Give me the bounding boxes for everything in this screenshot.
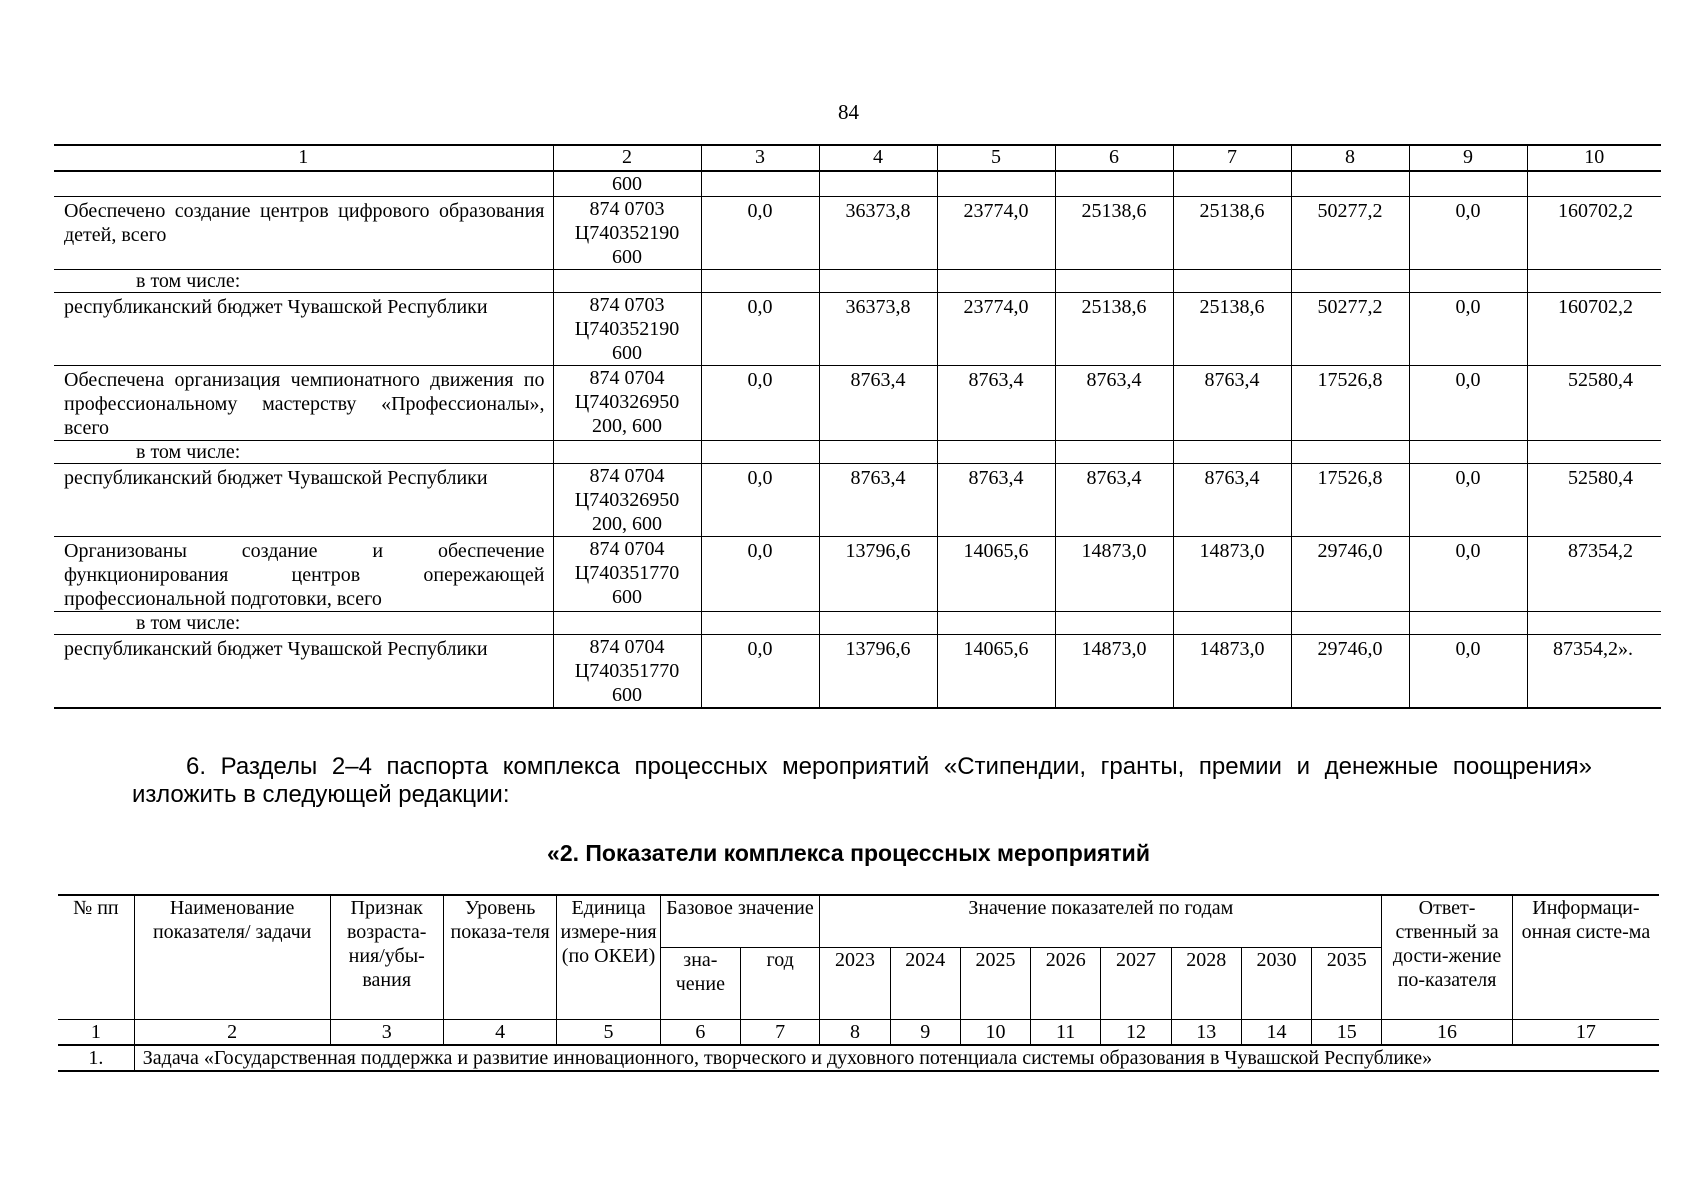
column-number: 9 — [890, 1019, 960, 1045]
column-number: 16 — [1382, 1019, 1512, 1045]
empty-cell — [937, 270, 1055, 293]
empty-cell — [1291, 270, 1409, 293]
empty-cell — [937, 612, 1055, 635]
column-number: 6 — [1055, 145, 1173, 171]
budget-code-line: 874 0703 — [589, 294, 665, 316]
value-cell: 8763,4 — [1055, 366, 1173, 441]
empty-cell — [553, 441, 701, 464]
value-cell: 0,0 — [701, 366, 819, 441]
budget-code-line: 600 — [612, 246, 642, 268]
value-cell: 0,0 — [701, 537, 819, 612]
budget-code-line: 600 — [612, 342, 642, 364]
header-indicator-name: Наименование показателя/ задачи — [134, 895, 330, 1019]
budget-code — [553, 537, 701, 612]
value-cell: 25138,6 — [1173, 293, 1291, 366]
empty-cell — [1055, 441, 1173, 464]
header-indicator-level: Уровень показа-теля — [443, 895, 556, 1019]
column-number: 11 — [1031, 1019, 1101, 1045]
header-year: 2030 — [1241, 947, 1311, 1019]
column-number: 4 — [819, 145, 937, 171]
column-number: 3 — [701, 145, 819, 171]
header-base-value-year: год — [741, 947, 820, 1019]
row-name: Организованы создание и обеспечение функционирования центров опережающей профессиональной подготовки, всего — [54, 537, 553, 612]
value-cell: 25138,6 — [1055, 197, 1173, 270]
value-cell: 8763,4 — [1055, 464, 1173, 537]
row-name: республиканский бюджет Чувашской Республики — [54, 293, 553, 366]
empty-cell — [1291, 612, 1409, 635]
value-cell: 0,0 — [1409, 366, 1527, 441]
value-cell: 8763,4 — [819, 464, 937, 537]
header-responsible: Ответ-ственный за дости-жение по-казателя — [1382, 895, 1512, 1019]
page-number: 84 — [838, 100, 859, 124]
column-number: 15 — [1312, 1019, 1382, 1045]
empty-cell — [1409, 270, 1527, 293]
value-cell: 14873,0 — [1173, 537, 1291, 612]
column-number: 7 — [741, 1019, 820, 1045]
value-cell: 25138,6 — [1173, 197, 1291, 270]
empty-cell — [1173, 612, 1291, 635]
header-growth-sign: Признак возраста-ния/убы-вания — [330, 895, 443, 1019]
header-information-system: Информаци-онная систе-ма — [1512, 895, 1659, 1019]
value-cell: 87354,2 — [1527, 537, 1661, 612]
task-number: 1. — [58, 1045, 134, 1071]
budget-code-line: 874 0704 — [589, 367, 665, 389]
empty-cell — [819, 612, 937, 635]
column-number: 7 — [1173, 145, 1291, 171]
budget-code-line: 874 0704 — [589, 538, 665, 560]
value-cell: 23774,0 — [937, 293, 1055, 366]
empty-cell — [553, 270, 701, 293]
row-name: Обеспечено создание центров цифрового образования детей, всего — [54, 197, 553, 270]
value-cell: 0,0 — [701, 464, 819, 537]
value-cell: 52580,4 — [1527, 366, 1661, 441]
value-cell: 0,0 — [1409, 197, 1527, 270]
empty-cell — [819, 441, 937, 464]
budget-code — [553, 635, 701, 709]
column-number: 13 — [1171, 1019, 1241, 1045]
value-cell: 0,0 — [1409, 464, 1527, 537]
value-cell: 0,0 — [1409, 537, 1527, 612]
column-number: 6 — [660, 1019, 740, 1045]
value-cell: 0,0 — [701, 197, 819, 270]
empty-cell — [819, 270, 937, 293]
total-row — [54, 537, 1661, 612]
value-cell: 36373,8 — [819, 197, 937, 270]
budget-code-line: Ц740352190 — [574, 318, 680, 340]
column-number: 10 — [1527, 145, 1661, 171]
column-number-row — [58, 1019, 1659, 1045]
column-number: 8 — [820, 1019, 890, 1045]
header-year: 2035 — [1312, 947, 1382, 1019]
value-cell: 14873,0 — [1055, 635, 1173, 709]
header-number: № пп — [58, 895, 134, 1019]
header-years-group: Значение показателей по годам — [820, 895, 1382, 947]
empty-cell — [1291, 441, 1409, 464]
empty-cell — [553, 612, 701, 635]
value-cell: 87354,2». — [1527, 635, 1661, 709]
row-name: республиканский бюджет Чувашской Республики — [54, 635, 553, 709]
task-text: Задача «Государственная поддержка и развитие инновационного, творческого и духовного потенциала системы образования в Чувашской Республике» — [134, 1045, 1659, 1071]
column-number: 4 — [443, 1019, 556, 1045]
including-row — [54, 612, 1661, 635]
budget-code-line: 874 0703 — [589, 198, 665, 220]
budget-code-line: 874 0704 — [589, 636, 665, 658]
value-cell: 50277,2 — [1291, 197, 1409, 270]
budget-code-line: Ц740326950 — [574, 489, 680, 511]
budget-code-line: Ц740352190 — [574, 222, 680, 244]
row-name: республиканский бюджет Чувашской Республики — [54, 464, 553, 537]
value-cell: 29746,0 — [1291, 537, 1409, 612]
budget-code — [553, 197, 701, 270]
column-number: 10 — [960, 1019, 1030, 1045]
column-number: 1 — [58, 1019, 134, 1045]
header-base-value-value: зна-чение — [660, 947, 740, 1019]
empty-cell — [1527, 270, 1661, 293]
column-number: 5 — [557, 1019, 660, 1045]
value-cell: 8763,4 — [937, 366, 1055, 441]
including-label: в том числе: — [54, 270, 553, 293]
budget-code — [553, 464, 701, 537]
value-cell: 17526,8 — [1291, 464, 1409, 537]
empty-cell — [937, 441, 1055, 464]
budget-code — [553, 366, 701, 441]
value-cell: 8763,4 — [819, 366, 937, 441]
including-row — [54, 441, 1661, 464]
column-number: 2 — [553, 145, 701, 171]
value-cell: 160702,2 — [1527, 293, 1661, 366]
total-row — [54, 366, 1661, 441]
budget-code-line: Ц740326950 — [574, 391, 680, 413]
budget-code-line: 600 — [612, 586, 642, 608]
header-year: 2028 — [1171, 947, 1241, 1019]
budget-row — [54, 293, 1661, 366]
budget-code-line: 874 0704 — [589, 465, 665, 487]
column-number: 14 — [1241, 1019, 1311, 1045]
value-cell: 8763,4 — [1173, 366, 1291, 441]
budget-row — [54, 635, 1661, 709]
value-cell: 25138,6 — [1055, 293, 1173, 366]
column-number: 3 — [330, 1019, 443, 1045]
empty-cell — [1527, 612, 1661, 635]
value-cell: 29746,0 — [1291, 635, 1409, 709]
column-number: 5 — [937, 145, 1055, 171]
header-year: 2026 — [1031, 947, 1101, 1019]
empty-cell — [1527, 441, 1661, 464]
budget-code — [553, 293, 701, 366]
empty-cell — [701, 612, 819, 635]
budget-code-line: Ц740351770 — [574, 562, 680, 584]
including-row — [54, 270, 1661, 293]
header-year: 2023 — [820, 947, 890, 1019]
empty-cell — [1173, 270, 1291, 293]
header-unit: Единица измере-ния (по ОКЕИ) — [557, 895, 660, 1019]
budget-code-line: 200, 600 — [592, 415, 662, 437]
empty-cell — [1409, 612, 1527, 635]
value-cell: 14065,6 — [937, 635, 1055, 709]
value-cell: 17526,8 — [1291, 366, 1409, 441]
empty-cell — [1409, 441, 1527, 464]
empty-cell — [1055, 270, 1173, 293]
empty-cell — [701, 270, 819, 293]
including-label: в том числе: — [54, 441, 553, 464]
column-number: 12 — [1101, 1019, 1171, 1045]
value-cell: 14065,6 — [937, 537, 1055, 612]
value-cell: 50277,2 — [1291, 293, 1409, 366]
value-cell: 13796,6 — [819, 537, 937, 612]
column-number: 1 — [54, 145, 553, 171]
value-cell: 0,0 — [1409, 635, 1527, 709]
value-cell: 0,0 — [701, 293, 819, 366]
empty-cell — [1055, 612, 1173, 635]
value-cell: 160702,2 — [1527, 197, 1661, 270]
value-cell: 14873,0 — [1173, 635, 1291, 709]
budget-row — [54, 464, 1661, 537]
header-year: 2024 — [890, 947, 960, 1019]
empty-cell — [1173, 441, 1291, 464]
budget-code: 600 — [553, 171, 701, 197]
including-label: в том числе: — [54, 612, 553, 635]
row-name: Обеспечена организация чемпионатного движения по профессиональному мастерству «Профессионалы», всего — [54, 366, 553, 441]
column-number: 17 — [1512, 1019, 1659, 1045]
value-cell: 14873,0 — [1055, 537, 1173, 612]
value-cell: 13796,6 — [819, 635, 937, 709]
value-cell: 23774,0 — [937, 197, 1055, 270]
task-row — [58, 1045, 1659, 1071]
funding-table — [54, 144, 1661, 709]
continuation-row — [54, 171, 1661, 197]
section-heading: «2. Показатели комплекса процессных мероприятий — [547, 840, 1150, 866]
budget-code-line: 200, 600 — [592, 513, 662, 535]
header-base-value: Базовое значение — [660, 895, 820, 947]
value-cell: 0,0 — [1409, 293, 1527, 366]
value-cell: 52580,4 — [1527, 464, 1661, 537]
column-number: 9 — [1409, 145, 1527, 171]
amendment-paragraph: 6. Разделы 2–4 паспорта комплекса процессных мероприятий «Стипендии, гранты, премии и денежные поощрения» изложить в следующей редакции: — [132, 753, 1592, 808]
column-number: 2 — [134, 1019, 330, 1045]
indicators-table — [58, 894, 1659, 1072]
budget-code-line: 600 — [612, 684, 642, 706]
budget-code-line: Ц740351770 — [574, 660, 680, 682]
column-number-row — [54, 145, 1661, 171]
value-cell: 0,0 — [701, 635, 819, 709]
value-cell: 36373,8 — [819, 293, 937, 366]
value-cell: 8763,4 — [1173, 464, 1291, 537]
empty-cell — [701, 441, 819, 464]
value-cell: 8763,4 — [937, 464, 1055, 537]
header-year: 2025 — [960, 947, 1030, 1019]
total-row — [54, 197, 1661, 270]
column-number: 8 — [1291, 145, 1409, 171]
header-year: 2027 — [1101, 947, 1171, 1019]
